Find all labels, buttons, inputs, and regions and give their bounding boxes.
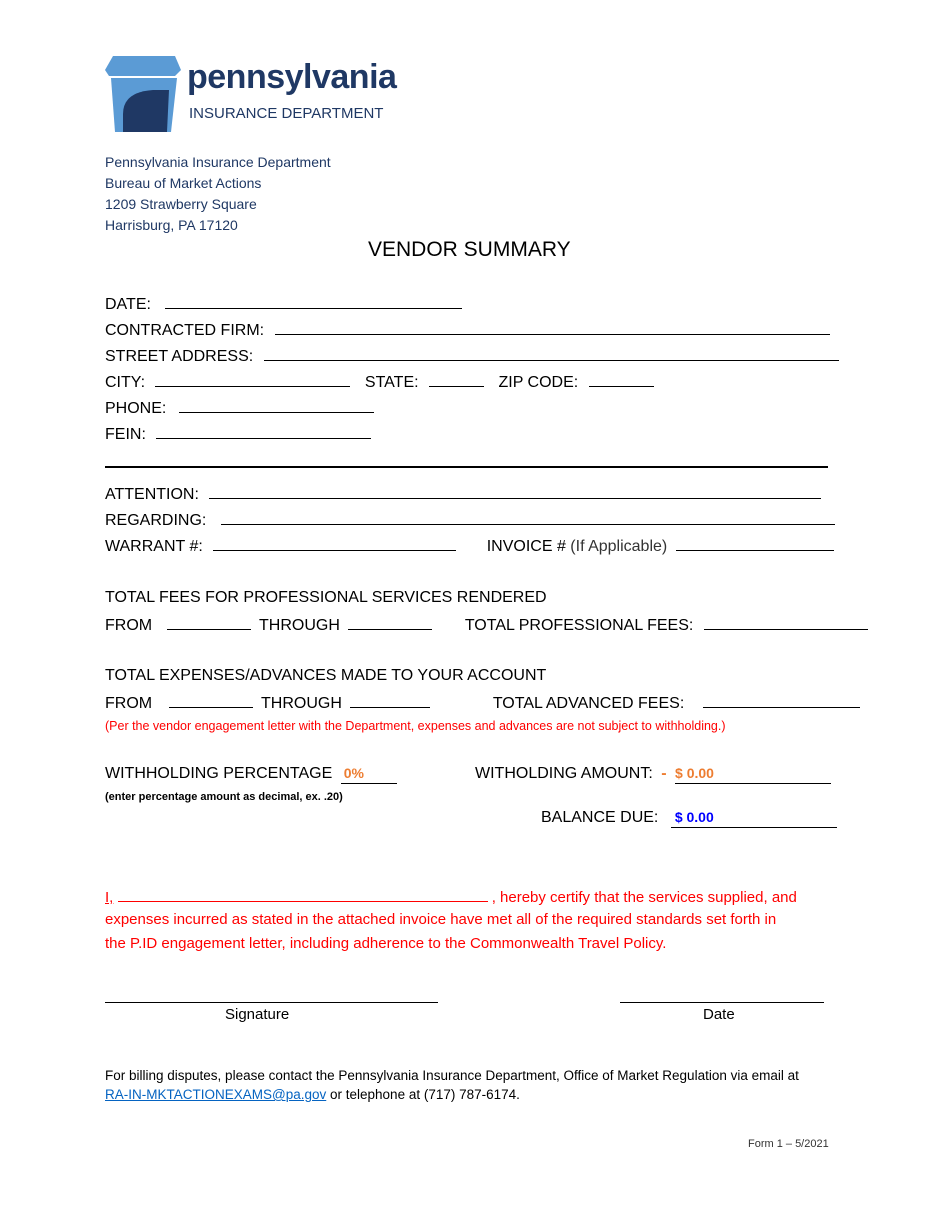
invoice-label: INVOICE # xyxy=(486,538,566,555)
certification-prefix: I, xyxy=(105,889,114,906)
signature-date-line[interactable] xyxy=(620,1002,824,1003)
address-block xyxy=(105,152,331,236)
date-field[interactable] xyxy=(165,294,462,309)
state-field[interactable] xyxy=(429,372,484,387)
keystone-logo-icon xyxy=(105,56,181,132)
withholding-pct-row xyxy=(105,765,397,784)
certification-text: , hereby certify that the services supplied, and xyxy=(491,889,797,906)
address-line: Harrisburg, PA 17120 xyxy=(105,217,238,233)
city-row xyxy=(105,372,654,392)
services-from-field[interactable] xyxy=(167,615,251,630)
withholding-amount-label: WITHOLDING AMOUNT: xyxy=(475,765,653,782)
zip-field[interactable] xyxy=(589,372,654,387)
attention-row xyxy=(105,484,821,504)
expenses-from-label: FROM xyxy=(105,695,153,712)
fein-row xyxy=(105,424,371,444)
warrant-label: WARRANT #: xyxy=(105,538,203,555)
withholding-amount-sign: - xyxy=(661,765,667,782)
invoice-note: (If Applicable) xyxy=(570,538,668,555)
expenses-note: (Per the vendor engagement letter with the Department, expenses and advances are not subject to withholding.) xyxy=(105,719,726,733)
fein-field[interactable] xyxy=(156,424,371,439)
expenses-through-field[interactable] xyxy=(350,693,430,708)
withholding-amount-value: $ 0.00 xyxy=(675,765,714,781)
balance-field[interactable] xyxy=(671,809,837,828)
services-heading: TOTAL FEES FOR PROFESSIONAL SERVICES RENDERED xyxy=(105,589,547,606)
warrant-row xyxy=(105,536,834,556)
certifier-name-field[interactable] xyxy=(118,887,488,902)
address-line: Bureau of Market Actions xyxy=(105,175,262,191)
balance-value: $ 0.00 xyxy=(674,809,714,825)
invoice-field[interactable] xyxy=(676,536,834,551)
withholding-pct-value: 0% xyxy=(343,765,364,781)
department-logo xyxy=(105,56,405,132)
expenses-total-label: TOTAL ADVANCED FEES: xyxy=(492,695,685,712)
footer-contact: For billing disputes, please contact the Pennsylvania Insurance Department, Office of Market Regulation via email at xyxy=(105,1068,799,1083)
footer-phone-text: or telephone at (717) 787-6174. xyxy=(330,1087,520,1102)
attention-label: ATTENTION: xyxy=(105,486,199,503)
form-identifier: Form 1 – 5/2021 xyxy=(748,1138,829,1150)
date-row xyxy=(105,294,462,314)
certification-line-3: the P.ID engagement letter, including adherence to the Commonwealth Travel Policy. xyxy=(105,935,667,952)
street-row xyxy=(105,346,839,366)
regarding-row xyxy=(105,510,835,530)
certification-line-2: expenses incurred as stated in the attached invoice have met all of the required standards set forth in xyxy=(105,911,777,928)
services-through-label: THROUGH xyxy=(259,617,340,634)
warrant-field[interactable] xyxy=(213,536,456,551)
page-title: VENDOR SUMMARY xyxy=(368,238,571,261)
street-label: STREET ADDRESS: xyxy=(105,348,254,365)
balance-row xyxy=(541,809,837,828)
regarding-label: REGARDING: xyxy=(105,512,207,529)
expenses-row xyxy=(105,693,860,713)
signature-date-label: Date xyxy=(703,1006,735,1023)
services-row xyxy=(105,615,868,635)
services-from-label: FROM xyxy=(105,617,153,634)
city-label: CITY: xyxy=(105,374,146,391)
withholding-pct-note: (enter percentage amount as decimal, ex. .20) xyxy=(105,791,343,803)
withholding-amount-row xyxy=(475,765,831,784)
footer-email-link[interactable]: RA-IN-MKTACTIONEXAMS@pa.gov xyxy=(105,1087,327,1102)
firm-field[interactable] xyxy=(275,320,830,335)
services-total-field[interactable] xyxy=(704,615,868,630)
date-label: DATE: xyxy=(105,296,151,313)
signature-label: Signature xyxy=(225,1006,290,1023)
firm-label: CONTRACTED FIRM: xyxy=(105,322,265,339)
address-line: 1209 Strawberry Square xyxy=(105,196,257,212)
footer-contact-line-2 xyxy=(105,1087,520,1102)
fein-label: FEIN: xyxy=(105,426,146,443)
street-field[interactable] xyxy=(264,346,839,361)
withholding-amount-field[interactable] xyxy=(675,765,831,784)
expenses-from-field[interactable] xyxy=(169,693,253,708)
logo-subtitle: INSURANCE DEPARTMENT xyxy=(189,105,384,122)
services-total-label: TOTAL PROFESSIONAL FEES: xyxy=(464,617,694,634)
balance-label: BALANCE DUE: xyxy=(541,809,659,826)
section-divider xyxy=(105,466,828,468)
phone-row xyxy=(105,398,374,418)
expenses-total-field[interactable] xyxy=(703,693,860,708)
expenses-through-label: THROUGH xyxy=(261,695,342,712)
signature-line[interactable] xyxy=(105,1002,438,1003)
services-through-field[interactable] xyxy=(348,615,432,630)
phone-label: PHONE: xyxy=(105,400,167,417)
city-field[interactable] xyxy=(155,372,350,387)
address-line: Pennsylvania Insurance Department xyxy=(105,154,331,170)
withholding-pct-field[interactable] xyxy=(341,765,397,784)
expenses-heading: TOTAL EXPENSES/ADVANCES MADE TO YOUR ACCOUNT xyxy=(105,667,547,684)
logo-wordmark: pennsylvania xyxy=(187,58,397,96)
certification-line-1 xyxy=(105,887,797,906)
phone-field[interactable] xyxy=(179,398,374,413)
zip-label: ZIP CODE: xyxy=(498,374,579,391)
regarding-field[interactable] xyxy=(221,510,835,525)
state-label: STATE: xyxy=(364,374,419,391)
withholding-pct-label: WITHHOLDING PERCENTAGE xyxy=(105,765,333,782)
attention-field[interactable] xyxy=(209,484,821,499)
firm-row xyxy=(105,320,830,340)
